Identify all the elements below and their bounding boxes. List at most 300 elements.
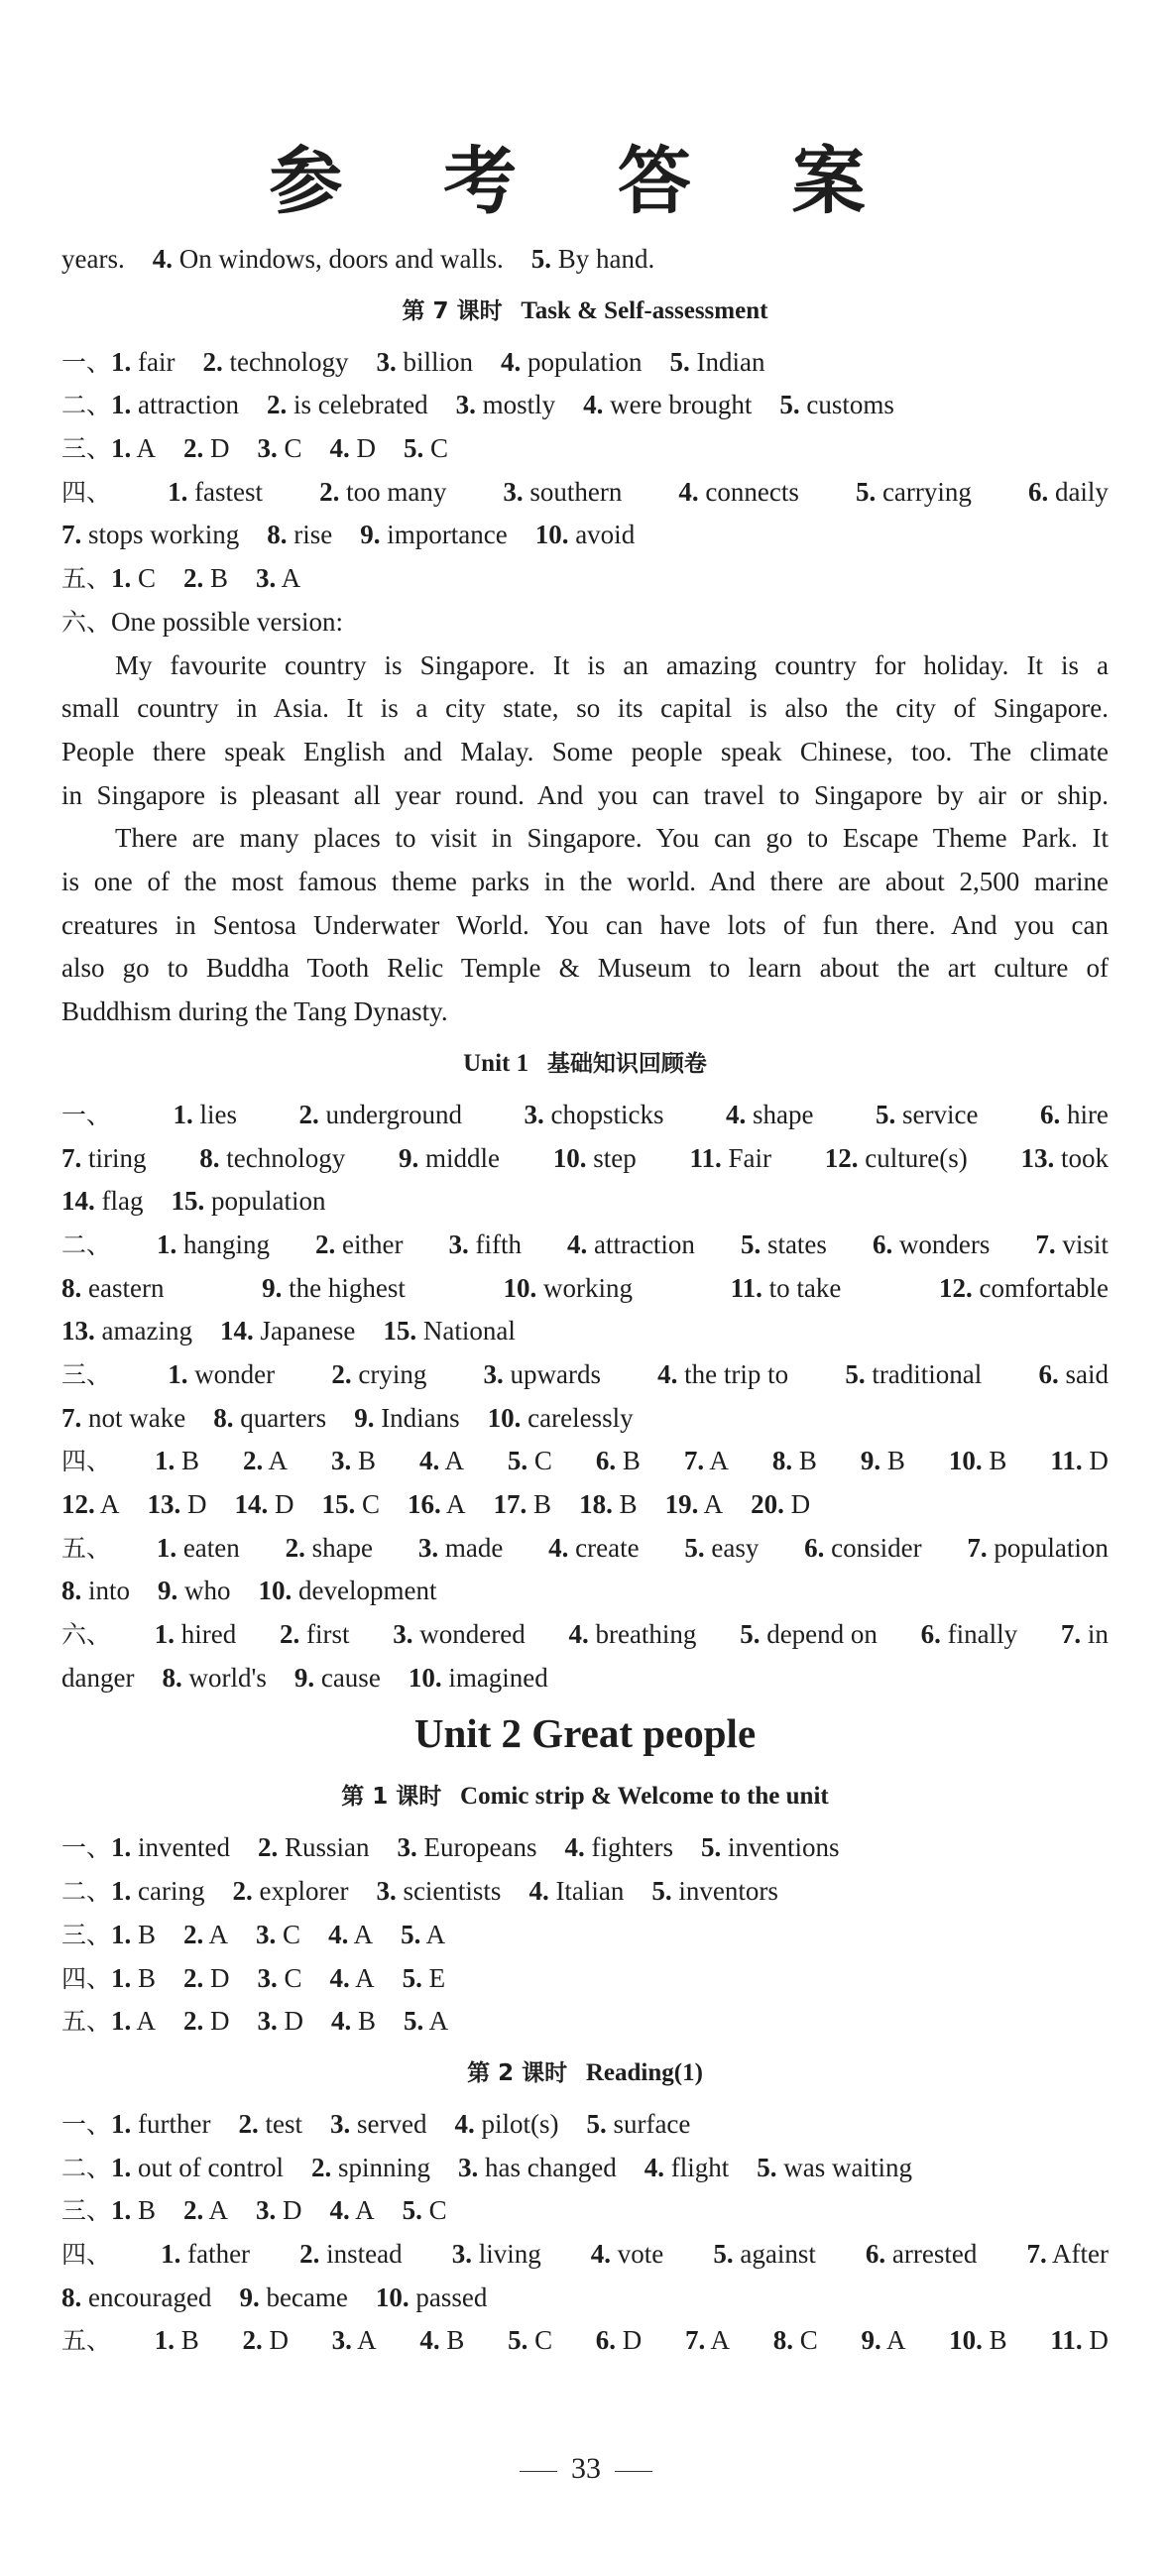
answer-item <box>168 1353 275 1397</box>
answer-line <box>61 1570 1109 1613</box>
answer-number: 8. <box>771 1446 793 1476</box>
answer-number: 3. <box>330 1446 352 1476</box>
answer-number: 5. <box>740 1619 761 1650</box>
answer-item <box>262 1267 406 1311</box>
answer-text: D <box>622 2325 643 2356</box>
answer-number: 2. <box>183 2006 204 2037</box>
answer-number: 1. <box>111 2108 132 2139</box>
answer-text: traditional <box>872 1358 983 1389</box>
answer-item <box>294 1657 409 1700</box>
answer-number: 4. <box>328 1919 349 1949</box>
answer-text: hanging <box>183 1229 271 1259</box>
answer-number: 1. <box>111 563 132 594</box>
answer-number: 15. <box>321 1489 356 1520</box>
answer-text: B <box>989 1446 1007 1476</box>
answer-number: 9. <box>354 1402 375 1433</box>
section-label: 三、 <box>61 434 112 464</box>
answer-item <box>1050 1440 1109 1483</box>
answer-text: population <box>210 1186 326 1217</box>
answer-text: invented <box>138 1832 230 1863</box>
answer-item <box>168 471 263 515</box>
answer-number: 4. <box>329 433 350 464</box>
answer-number: 11. <box>730 1272 762 1303</box>
answer-number: 4. <box>678 476 699 507</box>
answer-item <box>448 1224 522 1267</box>
section-label: 一、 <box>61 347 112 377</box>
answer-text: scientists <box>403 1876 502 1907</box>
answer-text: fighters <box>591 1832 673 1863</box>
section-label: 五、 <box>61 2007 112 2037</box>
answer-text: pilot(s) <box>481 2108 559 2139</box>
answer-item <box>158 1570 259 1613</box>
answer-item <box>161 2233 250 2277</box>
answer-item <box>685 2319 730 2363</box>
answer-line <box>61 2147 1109 2190</box>
answer-item <box>111 1826 258 1870</box>
answer-item <box>331 2000 404 2044</box>
answer-item <box>949 2319 1007 2363</box>
essay-line: My favourite country is Singapore. It is an amazing country for holiday. It is a <box>115 649 1109 680</box>
answer-text: A <box>136 433 157 464</box>
answer-number: 14. <box>61 1186 95 1217</box>
answer-text: D <box>283 2195 302 2226</box>
answer-number: 4. <box>329 2195 350 2226</box>
answer-number: 7. <box>1060 1619 1082 1650</box>
answer-number: 13. <box>61 1316 95 1347</box>
answer-number: 9. <box>861 2325 881 2356</box>
answer-number: 2. <box>238 2108 259 2139</box>
answer-number: 5. <box>700 1832 722 1863</box>
answer-text: cause <box>320 1662 381 1693</box>
answer-number: 5. <box>845 1358 866 1389</box>
answer-text: D <box>1089 1446 1109 1476</box>
answer-line <box>61 2103 1109 2147</box>
answer-item <box>669 341 792 385</box>
answer-text: crying <box>358 1358 427 1389</box>
answer-number: 4. <box>419 2325 440 2356</box>
answer-text: billion <box>403 346 473 377</box>
answer-text: imagined <box>448 1662 548 1693</box>
answer-item <box>503 1267 633 1311</box>
answer-item <box>199 1137 345 1181</box>
answer-number: 2. <box>319 476 340 507</box>
answer-number: 1. <box>156 1532 177 1563</box>
answer-item <box>111 2189 183 2233</box>
answer-item <box>553 1137 637 1181</box>
answer-item <box>484 1353 601 1397</box>
answer-text: C <box>533 1446 552 1476</box>
answer-text: to take <box>768 1272 842 1303</box>
answer-text: D <box>210 1962 230 1993</box>
answer-number: 1. <box>168 476 188 507</box>
answer-number: 1. <box>111 346 132 377</box>
answer-item <box>157 1527 240 1571</box>
answer-item <box>1040 1094 1109 1137</box>
answer-text: B <box>210 563 229 594</box>
heading-title: Task & Self-assessment <box>521 296 768 324</box>
answer-text: living <box>478 2238 541 2269</box>
answer-item <box>1028 471 1109 515</box>
answer-number: 1. <box>111 1962 132 1993</box>
answer-item <box>183 1914 256 1957</box>
answer-text: National <box>422 1316 516 1347</box>
answer-text: D <box>1089 2325 1109 2356</box>
answer-number: 4. <box>564 1832 585 1863</box>
essay-line: There are many places to visit in Singapore. You can go to Escape Theme Park. It <box>115 823 1109 854</box>
answer-number: 2. <box>183 2195 204 2226</box>
answer-number: 4. <box>726 1099 747 1129</box>
unit-title: Unit 2 Great people <box>413 1710 757 1757</box>
answer-number: 11. <box>1050 2325 1083 2356</box>
answer-item <box>726 1094 813 1137</box>
answer-number: 6. <box>872 1229 893 1259</box>
answer-item <box>779 384 922 427</box>
answer-text: hired <box>180 1619 237 1650</box>
answer-number: 5. <box>651 1876 672 1907</box>
answer-number: 6. <box>1039 1099 1061 1129</box>
answer-item <box>183 1957 258 2001</box>
answer-number: 2. <box>183 1962 204 1993</box>
answer-item <box>267 514 360 557</box>
answer-number: 10. <box>552 1142 587 1173</box>
answer-number: 1. <box>111 2152 132 2182</box>
answer-line <box>61 1137 1109 1181</box>
answer-text: A <box>885 2325 906 2356</box>
answer-item <box>525 1094 664 1137</box>
answer-text: first <box>306 1619 350 1650</box>
answer-item <box>456 384 584 427</box>
answer-line <box>61 1310 1109 1353</box>
answer-item <box>238 2103 330 2147</box>
answer-text: danger <box>61 1662 135 1693</box>
answer-item <box>757 2147 940 2190</box>
answer-number: 8. <box>61 1576 82 1606</box>
answer-text: A <box>268 1446 288 1476</box>
answer-text: A <box>444 1446 464 1476</box>
answer-text: attraction <box>138 390 239 420</box>
answer-text: D <box>210 2006 230 2037</box>
answer-text: wonders <box>898 1229 991 1259</box>
answer-item <box>360 514 534 557</box>
answer-number: 15. <box>171 1186 205 1217</box>
answer-item <box>280 1613 350 1657</box>
heading-title: Reading(1) <box>585 2058 703 2086</box>
answer-item <box>701 1826 868 1870</box>
answer-item <box>61 1397 213 1441</box>
answer-text: tiring <box>88 1142 147 1173</box>
answer-text: population <box>527 346 643 377</box>
page-number: 33 <box>571 2452 601 2485</box>
answer-text: A <box>136 2006 157 2037</box>
answer-number: 10. <box>949 2325 983 2356</box>
answer-text: inventions <box>727 1832 840 1863</box>
answer-text: A <box>355 1962 375 1993</box>
answer-text: A <box>208 2195 229 2226</box>
answer-item <box>419 1440 464 1483</box>
answer-text: D <box>275 1489 294 1520</box>
answer-number: 14. <box>234 1489 269 1520</box>
answer-number: 4. <box>644 2152 664 2182</box>
answer-number: 3. <box>455 390 476 420</box>
answer-line <box>61 1224 1109 1267</box>
answer-line <box>61 1957 1109 2001</box>
answer-line <box>61 384 1109 427</box>
answer-text: B <box>446 2325 465 2356</box>
answer-line <box>61 601 1109 644</box>
answer-line <box>61 1657 1109 1700</box>
answer-number: 2. <box>183 563 204 594</box>
heading-lesson-label: 第 1 课时 <box>341 1784 442 1811</box>
answer-item <box>967 1527 1109 1571</box>
answer-item <box>861 2319 905 2363</box>
answer-item <box>508 1440 552 1483</box>
answer-text: out of control <box>138 2152 284 2182</box>
answer-number: 3. <box>256 563 277 594</box>
answer-line <box>61 1440 1109 1483</box>
answer-number: 9. <box>860 1446 881 1476</box>
answer-item <box>1026 2233 1108 2277</box>
answer-item <box>330 2103 454 2147</box>
answer-number: 3. <box>503 476 524 507</box>
answer-text: B <box>989 2325 1007 2356</box>
answer-number: 1. <box>154 1446 176 1476</box>
answer-number: 4. <box>454 2108 475 2139</box>
answer-number: 2. <box>242 2325 263 2356</box>
section-label: 四、 <box>61 2239 112 2269</box>
answer-text: C <box>284 433 302 464</box>
answer-number: 1. <box>154 2325 175 2356</box>
section-label: 一、 <box>61 1100 112 1129</box>
answer-text: Indian <box>696 346 765 377</box>
answer-item <box>213 1397 354 1441</box>
answer-text: D <box>790 1489 811 1520</box>
answer-number: 3. <box>256 1919 277 1949</box>
answer-text: C <box>362 1489 381 1520</box>
answer-number: 5. <box>669 346 690 377</box>
answer-text: passed <box>415 2282 488 2312</box>
answer-text: eastern <box>88 1272 165 1303</box>
answer-text: carelessly <box>527 1402 634 1433</box>
answer-number: 10. <box>408 1662 442 1693</box>
answer-number: 4. <box>329 1962 350 1993</box>
answer-number: 6. <box>865 2238 886 2269</box>
answer-text: fastest <box>194 476 264 507</box>
answer-number: 3. <box>448 1229 469 1259</box>
answer-item <box>61 1180 171 1224</box>
answer-item <box>458 2147 645 2190</box>
answer-number: 4. <box>331 2006 352 2037</box>
section-heading <box>61 2044 1109 2103</box>
answer-item <box>403 1957 474 2001</box>
answer-number: 2. <box>183 433 204 464</box>
answer-number: 3. <box>451 2238 472 2269</box>
answer-line <box>61 1527 1109 1571</box>
answer-number: 5. <box>404 2006 424 2037</box>
answer-text: C <box>799 2325 818 2356</box>
answer-item <box>1061 1613 1109 1657</box>
answer-item <box>61 514 267 557</box>
answer-text: A <box>208 1919 229 1949</box>
answer-number: 1. <box>168 1358 188 1389</box>
answer-text: explorer <box>259 1876 349 1907</box>
answer-number: 4. <box>548 1532 569 1563</box>
answer-item <box>256 557 328 601</box>
answer-item <box>331 1353 426 1397</box>
section-label: 四、 <box>61 1963 112 1993</box>
answer-number: 3. <box>376 1876 397 1907</box>
answer-text: B <box>357 1446 376 1476</box>
answer-item <box>531 238 683 282</box>
answer-item <box>111 341 202 385</box>
answer-number: 8. <box>267 520 288 550</box>
answer-number: 5. <box>757 2152 777 2182</box>
essay-line: also go to Buddha Tooth Relic Temple & Museum to learn about the art culture of <box>61 953 1109 984</box>
answer-content <box>61 238 1109 2363</box>
answer-item <box>183 427 258 471</box>
answer-text: technology <box>229 346 349 377</box>
answer-text: arrested <box>891 2238 978 2269</box>
answer-number: 5. <box>401 1919 421 1949</box>
section-heading <box>61 1767 1109 1826</box>
answer-item <box>740 1613 878 1657</box>
answer-number: 17. <box>493 1489 527 1520</box>
answer-number: 8. <box>162 1662 182 1693</box>
answer-number: 10. <box>375 2282 410 2312</box>
answer-line <box>61 1870 1109 1914</box>
answer-item <box>591 2233 664 2277</box>
answer-item <box>157 1224 270 1267</box>
answer-text: became <box>266 2282 348 2312</box>
answer-item <box>508 2319 552 2363</box>
answer-number: 15. <box>383 1316 417 1347</box>
section-label: 一、 <box>61 2109 112 2139</box>
answer-text: One possible version: <box>111 606 343 637</box>
answer-text: against <box>740 2238 816 2269</box>
answer-number: 5. <box>684 1532 705 1563</box>
answer-item <box>61 238 153 282</box>
answer-item <box>61 1137 147 1181</box>
answer-item <box>921 1613 1017 1657</box>
answer-text: into <box>88 1576 131 1606</box>
answer-text: spinning <box>338 2152 431 2182</box>
answer-line <box>61 1613 1109 1657</box>
answer-item <box>322 1483 409 1527</box>
answer-item <box>418 1527 503 1571</box>
answer-line <box>61 2319 1109 2363</box>
answer-line <box>61 1094 1109 1137</box>
answer-number: 12. <box>824 1142 859 1173</box>
answer-number: 2. <box>232 1876 253 1907</box>
answer-text: B <box>798 1446 817 1476</box>
answer-text: either <box>342 1229 404 1259</box>
answer-number: 5. <box>586 2108 607 2139</box>
answer-item <box>645 2147 758 2190</box>
answer-text: the trip to <box>684 1358 789 1389</box>
answer-line <box>61 1483 1109 1527</box>
answer-item <box>741 1224 827 1267</box>
answer-text: A <box>100 1489 120 1520</box>
answer-item <box>804 1527 921 1571</box>
answer-number: 1. <box>111 1876 132 1907</box>
answer-number: 3. <box>329 2108 351 2139</box>
answer-text: caring <box>138 1876 205 1907</box>
answer-item <box>873 1224 990 1267</box>
answer-text: stops working <box>88 520 240 550</box>
answer-number: 5. <box>740 1229 762 1259</box>
answer-item <box>856 471 972 515</box>
answer-item <box>332 2319 377 2363</box>
answer-item <box>564 1826 700 1870</box>
answer-text: surface <box>613 2108 691 2139</box>
essay-line: Buddhism during the Tang Dynasty. <box>61 996 448 1027</box>
answer-number: 5. <box>779 390 800 420</box>
answer-item <box>331 1440 376 1483</box>
answer-text: By hand. <box>557 244 655 274</box>
answer-number: 7. <box>1026 2238 1047 2269</box>
answer-text: finally <box>947 1619 1018 1650</box>
answer-item <box>651 1870 806 1914</box>
answer-item <box>596 2319 643 2363</box>
answer-item <box>548 1527 639 1571</box>
section-label: 四、 <box>61 477 112 507</box>
answer-item <box>419 2319 464 2363</box>
answer-number: 2. <box>311 2152 332 2182</box>
answer-text: shape <box>753 1099 814 1129</box>
page-title: 参 考 答 案 <box>269 139 903 224</box>
answer-item <box>398 1826 565 1870</box>
answer-number: 2. <box>242 1446 264 1476</box>
answer-text: rise <box>293 520 333 550</box>
answer-text: population <box>994 1532 1109 1563</box>
answer-number: 4. <box>568 1619 589 1650</box>
answer-text: in <box>1087 1619 1109 1650</box>
answer-text: A <box>709 1446 729 1476</box>
answer-number: 3. <box>257 2006 278 2037</box>
answer-text: B <box>358 2006 377 2037</box>
answer-text: wonder <box>194 1358 276 1389</box>
answer-item <box>596 1440 641 1483</box>
answer-text: said <box>1065 1358 1109 1389</box>
answer-item <box>678 471 798 515</box>
answer-text: wondered <box>419 1619 526 1650</box>
answer-item <box>751 1483 838 1527</box>
answer-number: 4. <box>583 390 604 420</box>
answer-number: 5. <box>402 2195 422 2226</box>
answer-line <box>61 1914 1109 1957</box>
heading-spacer <box>528 1050 547 1077</box>
answer-number: 12. <box>61 1489 95 1520</box>
answer-text: After <box>1051 2238 1109 2269</box>
answer-line <box>61 514 1109 557</box>
answer-item <box>259 1570 465 1613</box>
answer-number: 3. <box>376 346 397 377</box>
answer-text: not wake <box>88 1402 186 1433</box>
answer-item <box>155 2319 199 2363</box>
answer-item <box>153 238 531 282</box>
answer-item <box>61 1267 164 1311</box>
section-label: 六、 <box>61 607 112 637</box>
answer-item <box>330 2189 403 2233</box>
answer-number: 8. <box>213 1402 234 1433</box>
answer-item <box>713 2233 815 2277</box>
answer-item <box>731 1267 842 1311</box>
answer-item <box>409 1657 576 1700</box>
answer-text: amazing <box>101 1316 192 1347</box>
answer-number: 2. <box>258 1832 279 1863</box>
section-label: 二、 <box>61 391 112 420</box>
answer-text: Indians <box>381 1402 460 1433</box>
answer-number: 5. <box>530 244 551 274</box>
